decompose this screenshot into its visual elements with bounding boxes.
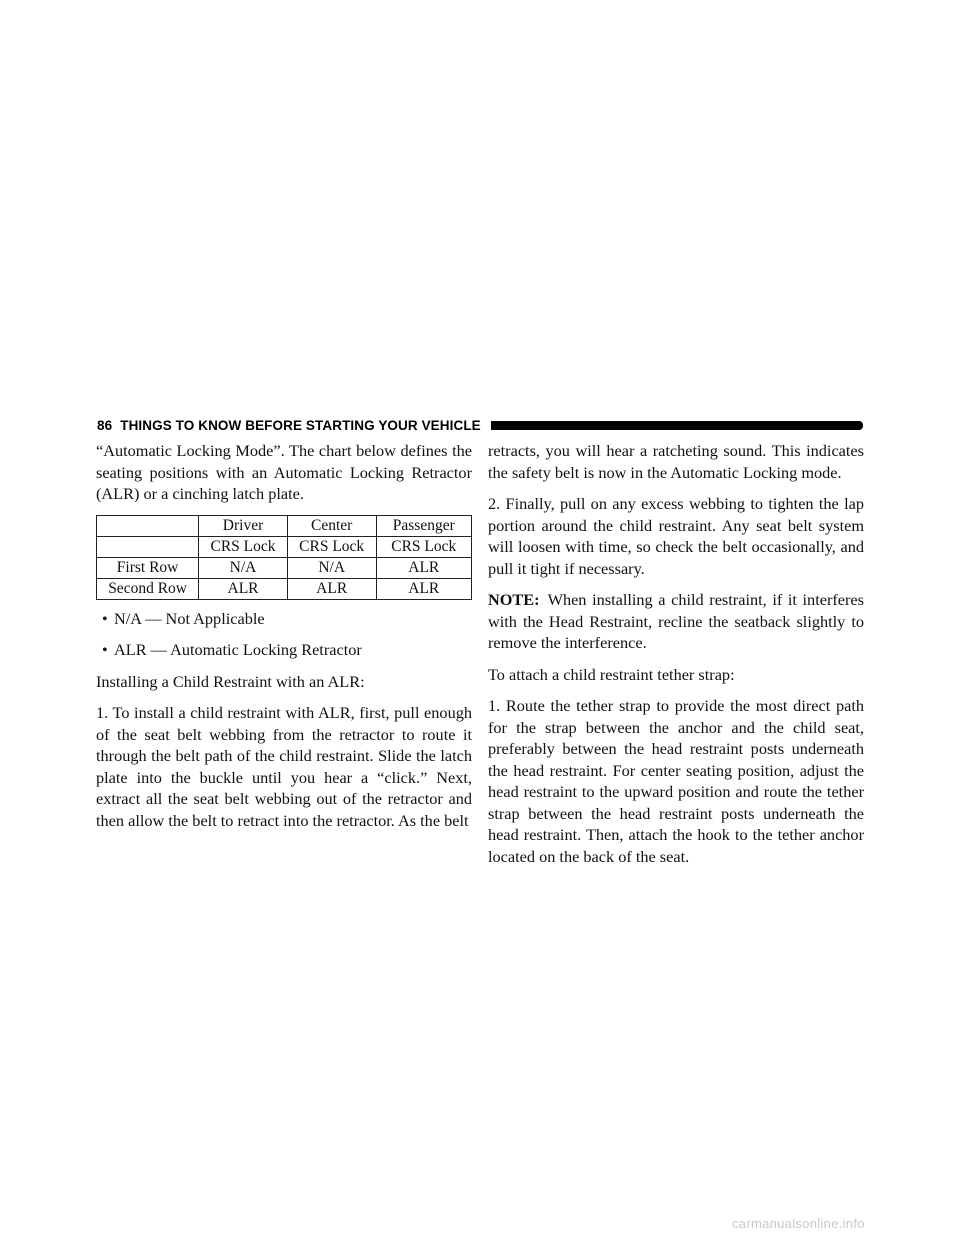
table-row [97, 557, 472, 578]
table-header-row [97, 536, 472, 557]
table-cell: First Row [97, 557, 199, 578]
bullet-text: N/A — Not Applicable [114, 608, 265, 628]
bullet-icon: • [102, 608, 108, 628]
note-paragraph [488, 589, 864, 654]
page-header [97, 415, 863, 435]
table-cell [97, 515, 199, 536]
table-cell: CRS Lock [376, 536, 471, 557]
table-cell: CRS Lock [287, 536, 376, 557]
note-label: NOTE: [488, 590, 540, 609]
section-title: THINGS TO KNOW BEFORE STARTING YOUR VEHICLE [120, 417, 481, 433]
table-cell [97, 536, 199, 557]
header-text [97, 418, 481, 433]
table-header-row [97, 515, 472, 536]
note-text: When installing a child restraint, if it interferes with the Head Restraint, recline the seatback slightly to remove the interference. [488, 590, 864, 652]
table-row [97, 578, 472, 599]
table-cell: Passenger [376, 515, 471, 536]
tether-intro: To attach a child restraint tether strap: [488, 664, 735, 684]
bullet-text: ALR — Automatic Locking Retractor [114, 640, 362, 659]
table-cell: Center [287, 515, 376, 536]
table-cell: CRS Lock [199, 536, 288, 557]
intro-paragraph: “Automatic Locking Mode”. The chart below defines the seating positions with an Automatic Locking Retractor (ALR) or a cinching latch plate. [96, 441, 472, 503]
left-column [96, 440, 472, 831]
right-column [488, 440, 864, 867]
bullet-icon: • [102, 640, 108, 659]
table-cell: N/A [199, 557, 288, 578]
table-cell: Second Row [97, 578, 199, 599]
tether-step-1-paragraph: 1. Route the tether strap to provide the most direct path for the strap between the anchor and the child seat, preferably between the head restraint posts underneath the head restraint. For center seating position, adjust the head restraint to the upward position and route the tether strap between the head restraint posts underneath the head restraint. Then, attach the hook to the tether anchor located on the back of the seat. [488, 696, 864, 866]
subheading: Installing a Child Restraint with an ALR: [96, 671, 365, 691]
table-cell: N/A [287, 557, 376, 578]
table-cell: Driver [199, 515, 288, 536]
table-cell: ALR [199, 578, 288, 599]
bullet-item [102, 608, 472, 630]
bullet-item [102, 639, 472, 661]
page-number: 86 [97, 417, 113, 433]
table-cell: ALR [287, 578, 376, 599]
table-cell: ALR [376, 578, 471, 599]
footer-watermark: carmanualsonline.info [732, 1216, 865, 1231]
step-1-paragraph: 1. To install a child restraint with ALR, first, pull enough of the seat belt webbing from the retractor to route it through the belt path of the child restraint. Slide the latch plate into the buckle until you hear a “click.” Next, extract all the seat belt webbing out of the retractor and then allow the belt to retract into the retractor. As the belt [96, 703, 472, 830]
step-2-paragraph: 2. Finally, pull on any excess webbing to tighten the lap portion around the child restraint. Any seat belt system will loosen with time, so check the belt occasionally, and pull it tight if necessary. [488, 494, 864, 578]
header-rule [491, 421, 863, 430]
continuation-paragraph: retracts, you will hear a ratcheting sound. This indicates the safety belt is now in the Automatic Locking mode. [488, 441, 864, 482]
seating-table [96, 515, 472, 600]
table-cell: ALR [376, 557, 471, 578]
